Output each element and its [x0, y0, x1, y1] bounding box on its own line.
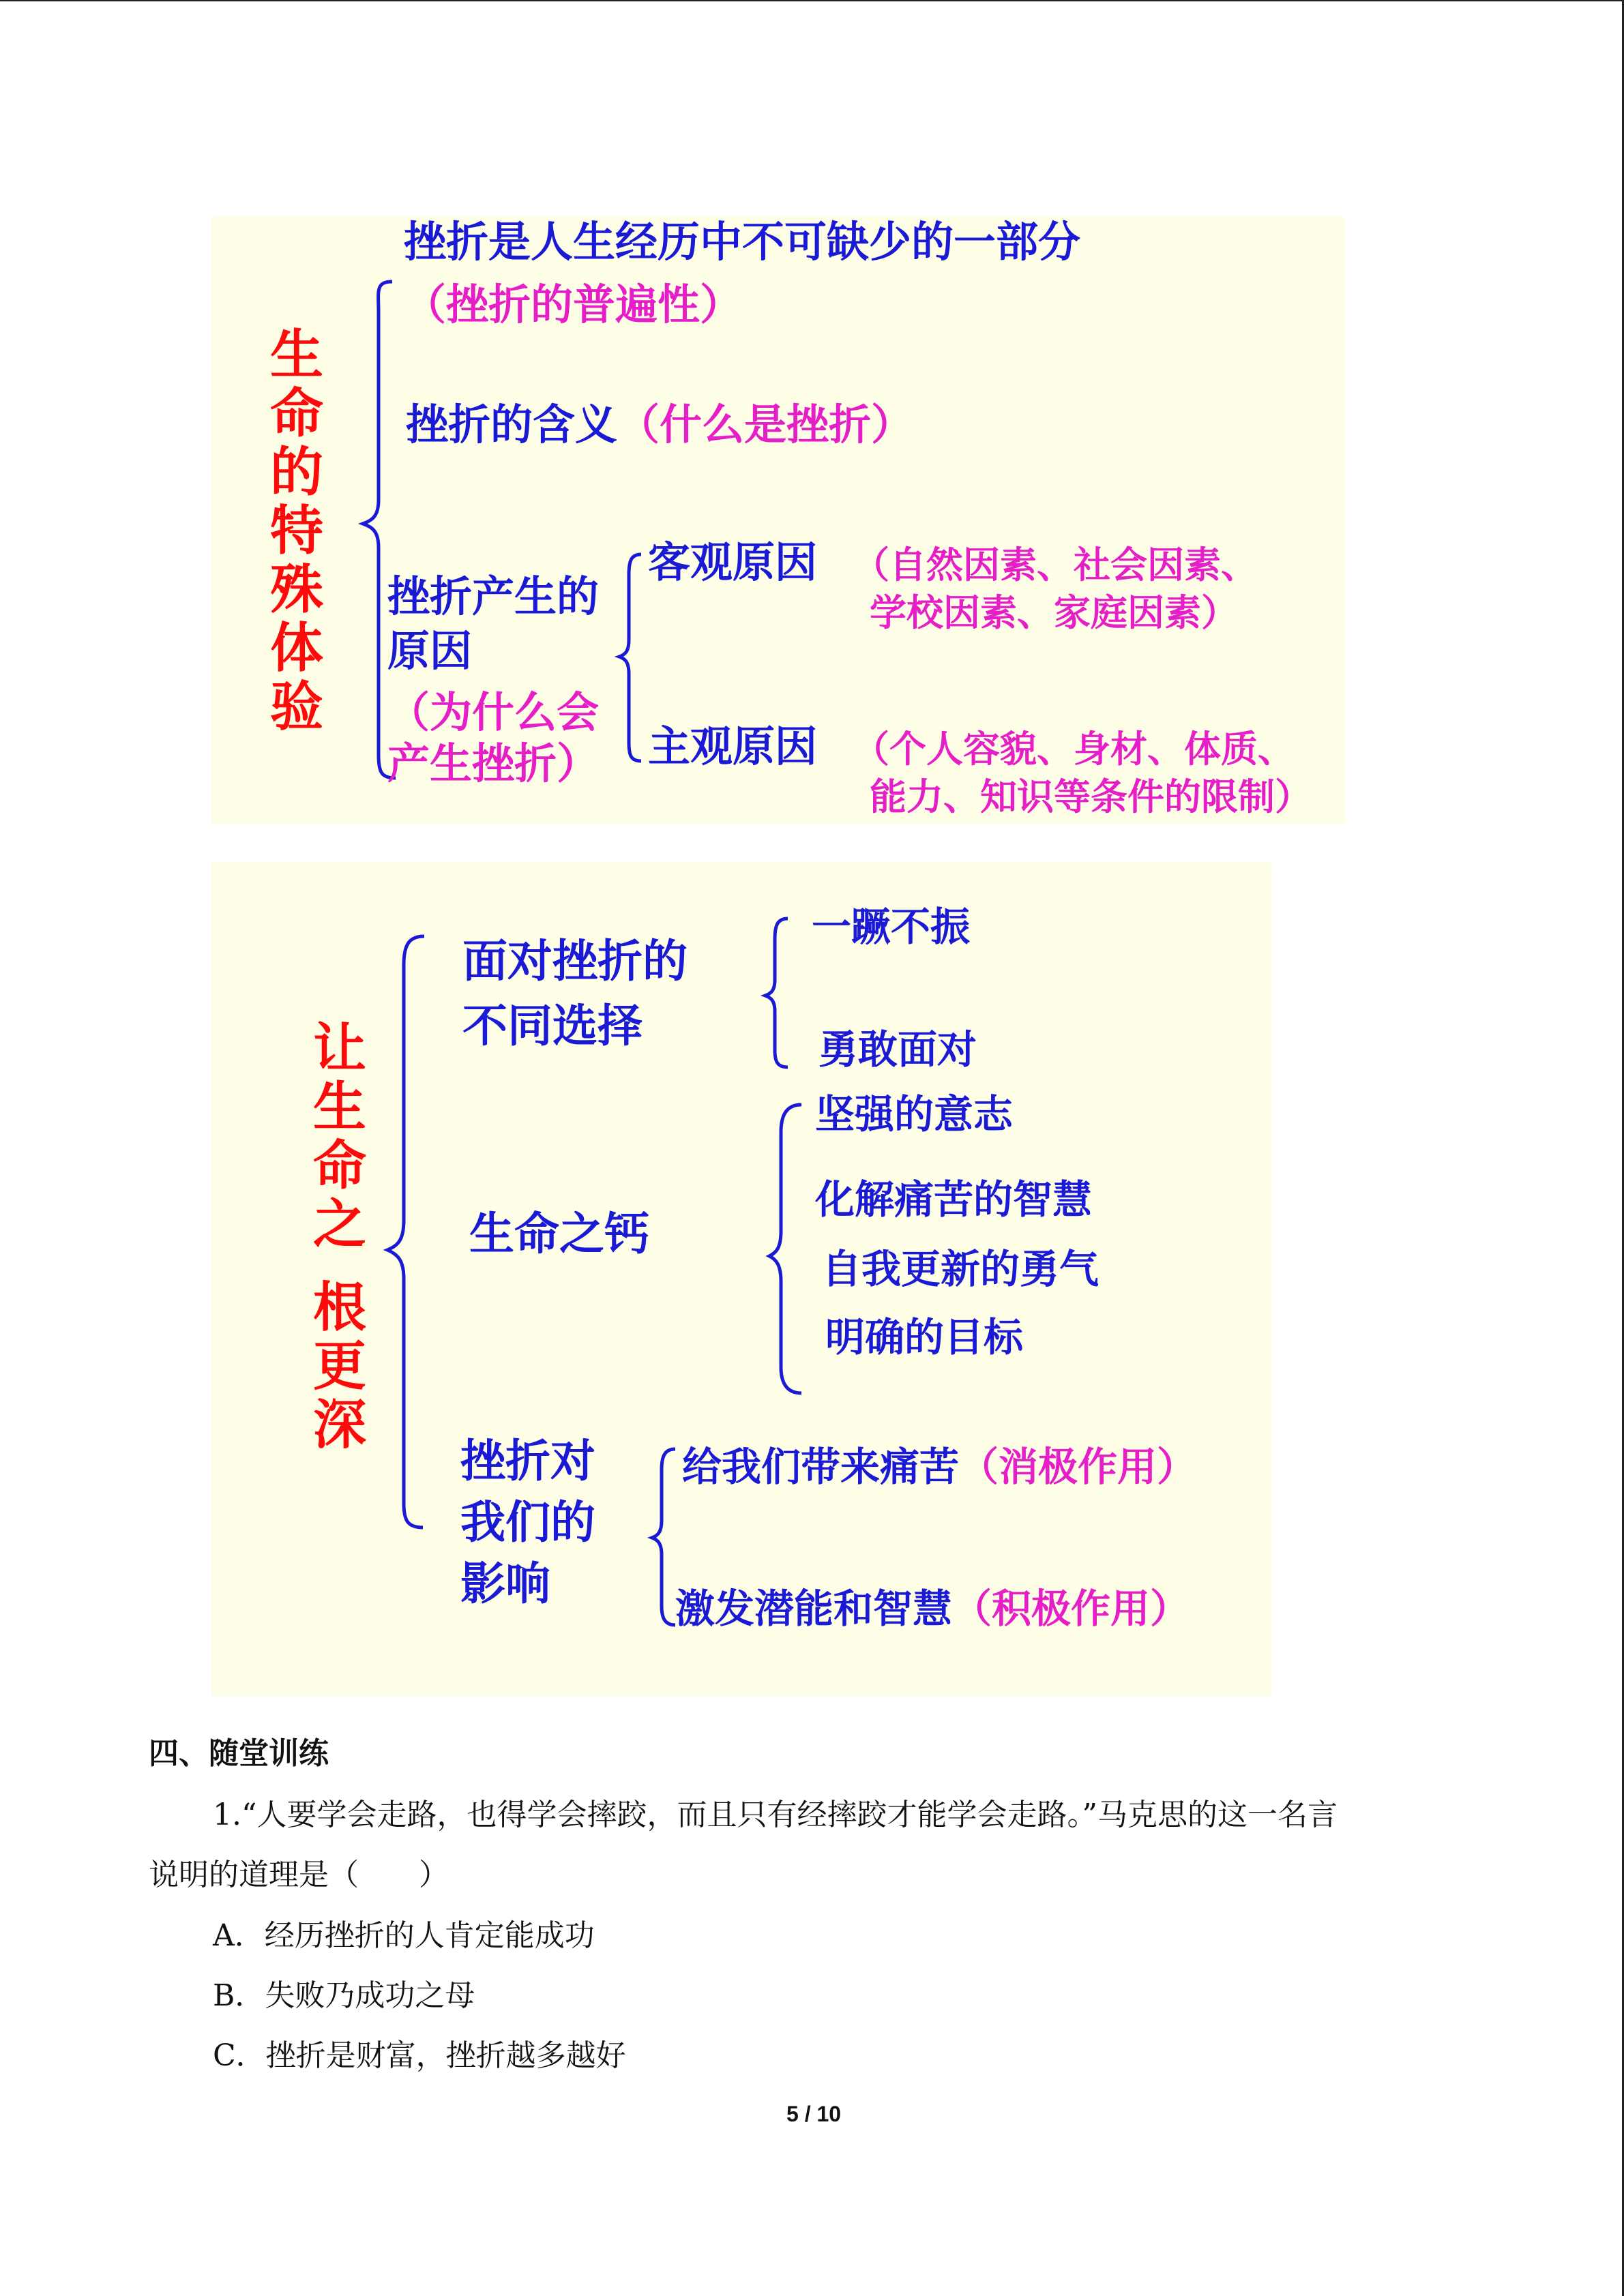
- calcium-strong-will: 坚强的意志: [815, 1091, 1014, 1137]
- diagram-deeper-roots: [211, 863, 1272, 1696]
- choice-give-up: 一蹶不振: [812, 904, 971, 950]
- frustration-causes-note-1: （为什么会: [387, 687, 600, 737]
- impact-negative-text: 给我们带来痛苦: [682, 1444, 960, 1490]
- impact-negative: [682, 1444, 1196, 1491]
- diagram2-braces: [211, 863, 1272, 1696]
- choices-label-1: 面对挫折的: [462, 934, 688, 987]
- diagram-life-special-experience: [211, 217, 1345, 824]
- frustration-universality-line: 挫折是人生经历中不可缺少的一部分: [404, 217, 1081, 267]
- frustration-causes-label-2: 原因: [387, 626, 473, 676]
- subjective-cause-label: 主观原因: [648, 721, 818, 771]
- choices-label-2: 不同选择: [462, 999, 643, 1052]
- frustration-causes-label-1: 挫折产生的: [387, 571, 600, 621]
- diagram2-title-top: 让 生 命 之: [312, 1017, 366, 1255]
- diagram2-title-bottom: 根 更 深: [312, 1277, 366, 1456]
- impact-negative-note: （消极作用）: [959, 1444, 1197, 1490]
- impact-label-3: 影响: [460, 1557, 550, 1610]
- subjective-cause-detail-1: （个人容貌、身材、体质、: [853, 727, 1295, 771]
- life-calcium-label: 生命之钙: [469, 1207, 649, 1260]
- calcium-goal: 明确的目标: [825, 1314, 1024, 1360]
- impact-label-2: 我们的: [460, 1495, 595, 1549]
- option-b: B．失败乃成功之母: [213, 1978, 475, 2013]
- option-a: A．经历挫折的人肯定能成功: [213, 1918, 595, 1953]
- frustration-meaning: [406, 400, 913, 450]
- impact-positive-note: （积极作用）: [952, 1585, 1190, 1632]
- objective-cause-detail-2: 学校因素、家庭因素）: [870, 591, 1238, 634]
- subjective-cause-detail-2: 能力、知识等条件的限制）: [870, 775, 1312, 818]
- impact-positive-text: 激发潜能和智慧: [675, 1585, 953, 1632]
- calcium-courage: 自我更新的勇气: [822, 1246, 1099, 1292]
- calcium-wisdom: 化解痛苦的智慧: [815, 1176, 1093, 1223]
- frustration-meaning-note: （什么是挫折）: [617, 400, 914, 449]
- frustration-causes-note-2: 产生挫折）: [387, 739, 600, 788]
- impact-label-1: 挫折对: [460, 1434, 595, 1487]
- frustration-meaning-label: 挫折的含义: [406, 400, 618, 449]
- question-1-line-2: 说明的道理是（ ）: [149, 1858, 449, 1892]
- section-heading: 四、随堂训练: [149, 1736, 329, 1771]
- option-c: C．挫折是财富，挫折越多越好: [213, 2038, 626, 2073]
- page-number: 5 / 10: [786, 2102, 842, 2126]
- page-top-border: [0, 0, 1624, 1]
- frustration-universality-note: （挫折的普遍性）: [404, 280, 743, 329]
- choice-face-bravely: 勇敢面对: [818, 1026, 977, 1073]
- diagram1-title: 生 命 的 特 殊 体 验: [269, 324, 323, 738]
- objective-cause-label: 客观原因: [648, 537, 818, 587]
- impact-positive: [675, 1585, 1190, 1633]
- question-1-line-1: 1.“人要学会走路，也得学会摔跤，而且只有经摔跤才能学会走路。”马克思的这一名言: [213, 1798, 1338, 1832]
- objective-cause-detail-1: （自然因素、社会因素、: [853, 543, 1258, 586]
